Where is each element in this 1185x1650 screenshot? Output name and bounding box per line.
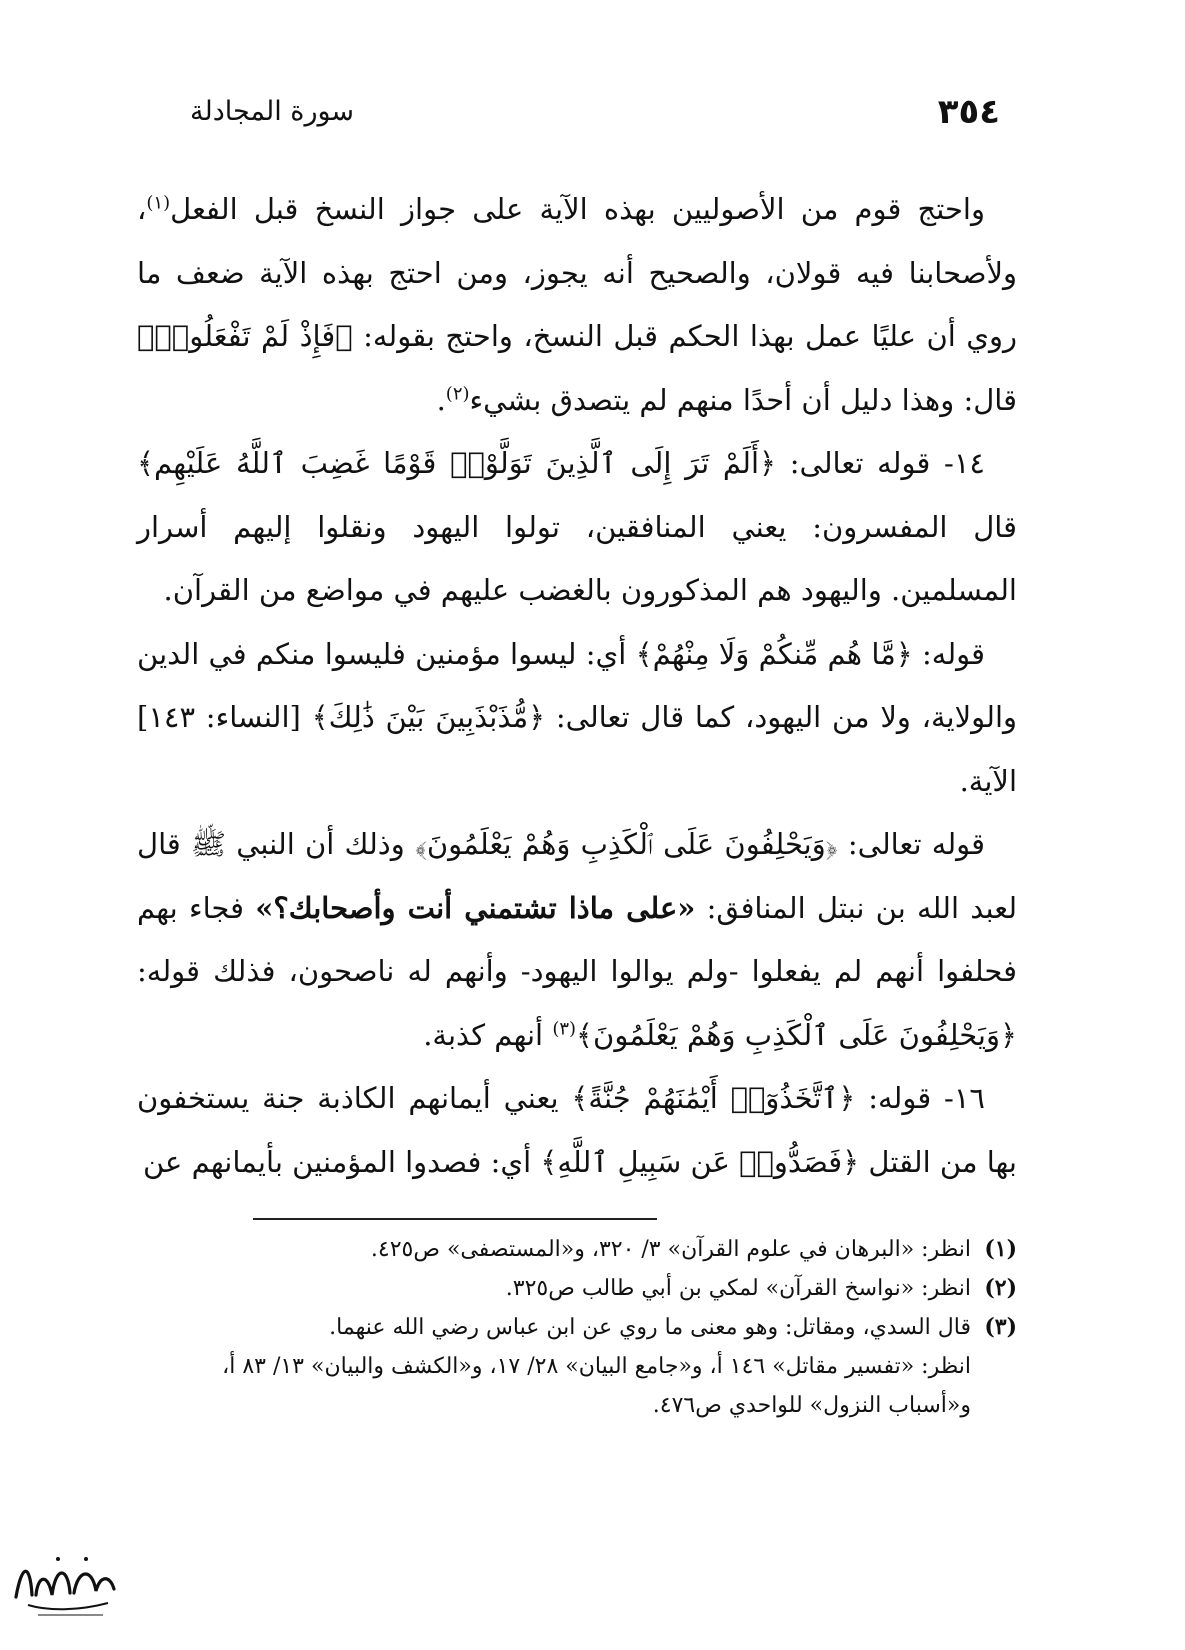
paragraph-text: قال المفسرون: يعني المنافقين، تولوا اليهود ونقلوا إليهم أسرار المسلمين. واليهود هم المذكورون بالغضب عليهم في مواضع من القرآن. — [137, 509, 1017, 607]
footnote-ref: (١) — [146, 192, 171, 214]
footnote-number: (٣) — [984, 1314, 1017, 1340]
footnote-1 — [137, 1230, 1017, 1269]
paragraph-lead: قوله: — [922, 636, 986, 671]
footnote-number: (٢) — [984, 1275, 1017, 1301]
paragraph-end: . — [436, 382, 446, 417]
main-text — [137, 178, 1017, 1194]
paragraph-1 — [137, 178, 1017, 432]
quran-verse: ﴿فَإِذْ لَمْ تَفْعَلُوا۟﴾ — [137, 319, 353, 353]
quran-verse: ﴿فَصَدُّوا۟ عَن سَبِيلِ ٱللَّهِ﴾ — [540, 1144, 860, 1179]
footnote-text: انظر: «البرهان في علوم القرآن» ٣/ ٣٢٠، و«المستصفى» ص٤٢٥. — [370, 1237, 971, 1262]
paragraph-text: أي: ليسوا مؤمنين فليسوا منكم في الدين والولاية، ولا من اليهود، كما قال تعالى: — [137, 636, 1018, 734]
paragraph-text: فجاء بهم فحلفوا أنهم لم يفعلوا -ولم يوالوا اليهود- وأنهم له ناصحون، فذلك قوله: — [137, 890, 1017, 988]
hadith-quote: «على ماذا تشتمني أنت وأصحابك؟» — [255, 890, 696, 925]
verse-number-lead: ١٦- قوله: — [868, 1081, 986, 1115]
quran-verse: ﴿مُّذَبْذَبِينَ بَيْنَ ذَٰلِكَ﴾ — [311, 700, 546, 734]
footnote-2 — [137, 1269, 1017, 1308]
library-stamp-logo — [8, 1545, 123, 1625]
paragraph-5 — [137, 1067, 1017, 1194]
footnote-text: انظر: «نواسخ القرآن» لمكي بن أبي طالب ص٣٢٥. — [505, 1276, 971, 1301]
paragraph-text: قال: وهذا دليل أن أحدًا منهم لم يتصدق بشيء — [469, 382, 1017, 417]
running-header — [190, 92, 1000, 142]
paragraph-text: أنهم كذبة. — [423, 1017, 544, 1052]
surah-title: سورة المجادلة — [190, 96, 355, 127]
quran-verse: ﴿وَيَحْلِفُونَ عَلَى ٱلْكَذِبِ وَهُمْ يَعْلَمُونَ﴾ — [414, 827, 838, 861]
quran-verse: ﴿ٱتَّخَذُوٓا۟ أَيْمَٰنَهُمْ جُنَّةً﴾ — [571, 1081, 856, 1115]
paragraph-text: وذلك أن النبي ﷺ قال لعبد الله بن نبتل المنافق: — [137, 827, 1018, 925]
quran-verse: ﴿أَلَمْ تَرَ إِلَى ٱلَّذِينَ تَوَلَّوْا۟ قَوْمًا غَضِبَ ٱللَّهُ عَلَيْهِم﴾ — [137, 446, 777, 480]
paragraph-text: أي: فصدوا المؤمنين بأيمانهم عن — [142, 1144, 532, 1179]
paragraph-lead: قوله تعالى: — [847, 827, 985, 861]
quran-reference: [النساء: ١٤٣] الآية. — [137, 700, 1017, 798]
paragraph-text: واحتج قوم من الأصوليين بهذه الآية على جواز النسخ قبل الفعل — [170, 192, 985, 226]
footnotes — [137, 1230, 1017, 1425]
footnote-ref: (٢) — [445, 382, 470, 404]
footnote-text: قال السدي، ومقاتل: وهو معنى ما روي عن ابن عباس رضي الله عنهما. — [329, 1315, 971, 1340]
quran-verse: ﴿وَيَحْلِفُونَ عَلَى ٱلْكَذِبِ وَهُمْ يَعْلَمُونَ﴾ — [576, 1017, 1017, 1052]
quran-verse: ﴿مَّا هُم مِّنكُمْ وَلَا مِنْهُمْ﴾ — [635, 636, 913, 671]
footnote-ref: (٣) — [552, 1017, 577, 1039]
paragraph-2 — [137, 432, 1017, 623]
footnote-3 — [137, 1308, 1017, 1425]
footnote-divider — [253, 1218, 657, 1220]
verse-number-lead: ١٤- قوله تعالى: — [789, 446, 985, 480]
paragraph-text: يعني أيمانهم الكاذبة جنة يستخفون بها من القتل — [137, 1081, 1017, 1179]
paragraph-4 — [137, 813, 1017, 1067]
paragraph-3 — [137, 623, 1017, 814]
paragraph-text: ، ولأصحابنا فيه قولان، والصحيح أنه يجوز، ومن احتج بهذه الآية ضعف ما روي أن عليًا عمل بهذا الحكم قبل النسخ، واحتج بقوله: — [137, 192, 1017, 353]
footnote-number: (١) — [984, 1236, 1017, 1262]
footnote-continuation: انظر: «تفسير مقاتل» ١٤٦ أ، و«جامع البيان» ٢٨/ ١٧، و«الكشف والبيان» ١٣/ ٨٣ أ، و«أسباب النزول» للواحدي ص٤٧٦. — [222, 1354, 971, 1418]
page-number: ٣٥٤ — [937, 92, 1000, 132]
